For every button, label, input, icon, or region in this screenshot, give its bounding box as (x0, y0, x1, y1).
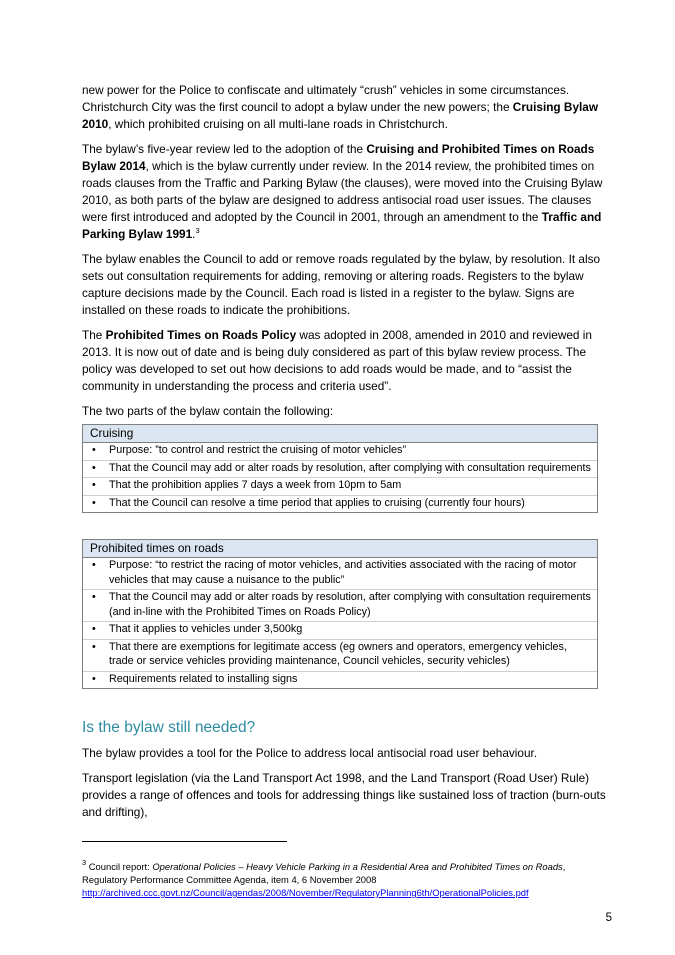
section-heading: Is the bylaw still needed? (82, 719, 256, 736)
paragraph-policy: The Prohibited Times on Roads Policy was adopted in 2008, amended in 2010 and reviewed in 2013. It is now out of date and is being duly considered as part of this bylaw review process. The policy was developed to set out how decisions to add roads would be made, and to “assist the community in understanding the process and criteria used”. (82, 328, 592, 393)
page-body (82, 82, 610, 829)
list-item: • That there are exemptions for legitimate access (eg owners and operators, emergency vehicles, trade or service vehicles providing maintenance, Council vehicles, security vehicles) (83, 640, 597, 672)
bullet-icon: • (92, 444, 96, 456)
prohibited-times-box (82, 539, 598, 689)
bylaw-name: Cruising and Prohibited Times on Roads Bylaw 2014 (82, 142, 595, 173)
cruising-box (82, 424, 598, 513)
list-item: • That the Council may add or alter roads by resolution, after complying with consultation requirements (83, 461, 597, 479)
paragraph-transport-legislation: Transport legislation (via the Land Transport Act 1998, and the Land Transport (Road User) Rule) provides a range of offences and tools for addressing things like sustained loss of traction (burn-outs and drifting), (82, 771, 606, 819)
paragraph-review-history: The bylaw’s five-year review led to the adoption of the Cruising and Prohibited Times on Roads Bylaw 2014, which is the bylaw currently under review. In the 2014 review, the prohibited times on roads clauses from the Traffic and Parking Bylaw (the clauses), were moved into the Cruising Bylaw 2010, as both parts of the bylaw are designed to address antisocial road user issues. The clauses were first introduced and adopted by the Council in 2001, through an amendment to the Traffic and Parking Bylaw 1991.$^3$ (82, 142, 603, 241)
bullet-icon: • (92, 559, 96, 571)
bylaw-name: Cruising Bylaw 2010 (82, 100, 599, 131)
bullet-icon: • (92, 640, 96, 653)
page-number: 5 (605, 912, 612, 924)
cruising-list (83, 443, 597, 512)
footnote: $^3$ Council report: Operational Policies – Heavy Vehicle Parking in a Residential Area and Prohibited Times on Roads, Regulatory Performance Committee Agenda, item 4, 6 November 2008 http://archived.ccc.govt.nz/Council/agendas/2008/November/RegulatoryPlanning6th/OperationalPolicies.pdf (82, 858, 566, 898)
bullet-icon: • (92, 479, 96, 491)
list-item: • Requirements related to installing signs (92, 672, 298, 685)
list-item: • That it applies to vehicles under 3,500kg (83, 622, 597, 640)
footnote-divider (82, 841, 287, 842)
list-item: • Purpose: ”to control and restrict the cruising of motor vehicles” (83, 443, 597, 461)
list-item: • That the Council can resolve a time period that applies to cruising (currently four hours) (92, 496, 525, 509)
list-item: • That the Council may add or alter roads by resolution, after complying with consultation requirements (and in-line with the Prohibited Times on Roads Policy) (83, 590, 597, 622)
paragraph-crush-powers: new power for the Police to confiscate and ultimately “crush” vehicles in some circumstances. Christchurch City was the first council to adopt a bylaw under the new powers; the Cruising Bylaw 2010, which prohibited cruising on all multi-lane roads in Christchurch. (82, 83, 599, 131)
report-link[interactable]: http://archived.ccc.govt.nz/Council/agendas/2008/November/RegulatoryPlanning6th/OperationalPolicies.pdf (82, 887, 529, 898)
list-item: • Purpose: “to restrict the racing of motor vehicles, and activities associated with the racing of motor vehicles that may cause a nuisance to the public” (83, 558, 597, 590)
prohibited-times-box-title: Prohibited times on roads (83, 540, 597, 558)
footnote-number: 3 (82, 858, 87, 867)
policy-name: Prohibited Times on Roads Policy (105, 328, 297, 342)
bullet-icon: • (92, 591, 96, 603)
list-item: • That the prohibition applies 7 days a week from 10pm to 5am (83, 478, 597, 496)
bullet-icon: • (92, 623, 96, 635)
bullet-icon: • (92, 496, 96, 509)
prohibited-times-list (83, 558, 597, 688)
footnote-reference[interactable]: 3 (195, 226, 200, 235)
cruising-box-title: Cruising (83, 425, 597, 443)
bullet-icon: • (92, 672, 96, 685)
paragraph-two-parts: The two parts of the bylaw contain the following: (82, 404, 334, 418)
bullet-icon: • (92, 461, 96, 474)
paragraph-road-registers: The bylaw enables the Council to add or remove roads regulated by the bylaw, by resolution. It also sets out consultation requirements for adding, removing or altering roads. Registers to the bylaw capture decisions made by the Council. Each road is listed in a register to the bylaw. Signs are installed on these roads to indicate the prohibitions. (82, 252, 601, 317)
bylaw-name: Traffic and Parking Bylaw 1991 (82, 210, 602, 241)
report-title: Operational Policies – Heavy Vehicle Parking in a Residential Area and Prohibited Times on Roads (152, 861, 563, 872)
paragraph-tool-for-police: The bylaw provides a tool for the Police to address local antisocial road user behaviour. (82, 746, 538, 760)
